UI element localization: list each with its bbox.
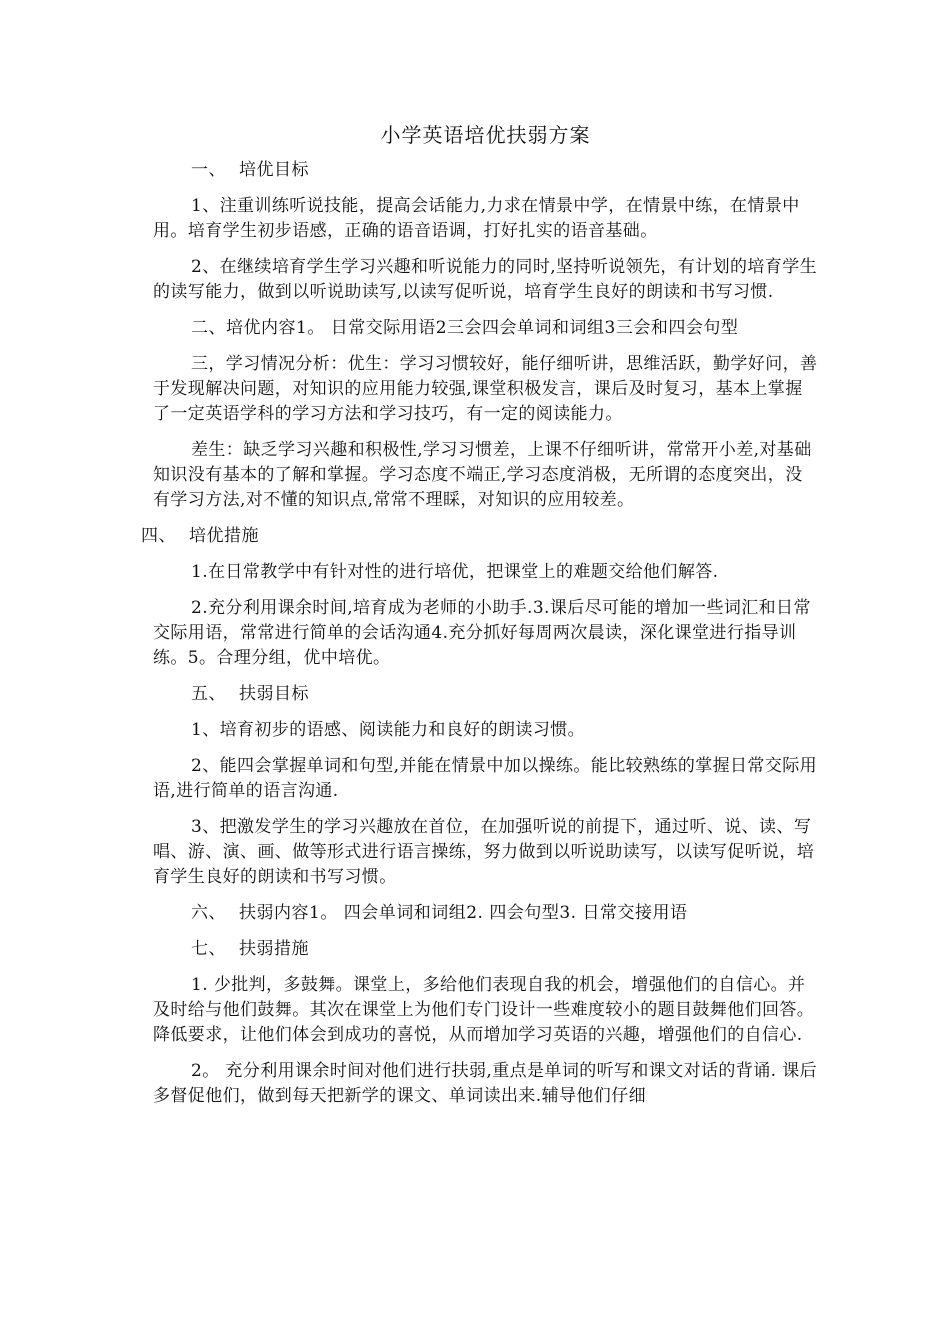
section-number: 七、 — [191, 939, 226, 959]
paragraph: 1.在日常教学中有针对性的进行培优，把课堂上的难题交给他们解答. — [191, 562, 719, 582]
section-heading-5 — [153, 682, 818, 707]
section-number: 一、 — [191, 160, 226, 180]
section-heading-7 — [153, 937, 818, 962]
section-heading-text: 培优目标 — [239, 160, 309, 180]
paragraph: 1、注重训练听说技能，提高会话能力,力求在情景中学，在情景中练，在情景中用。培育学生初步语感，正确的语音语调，打好扎实的语音基础。 — [153, 196, 800, 241]
paragraph: 2、在继续培育学生学习兴趣和听说能力的同时,坚持听说领先，有计划的培育学生的读写能力，做到以听说助读写,以读写促听说，培育学生良好的朗读和书写习惯. — [153, 257, 818, 302]
document-title: 小学英语培优扶弱方案 — [380, 123, 591, 147]
section-heading-text: 培优措施 — [189, 526, 259, 546]
section-heading-text: 扶弱内容1。 四会单词和词组2. 四会句型3. 日常交接用语 — [239, 903, 688, 923]
section-heading-text: 扶弱目标 — [239, 684, 309, 704]
section-heading-1 — [153, 158, 818, 183]
section-heading-6 — [153, 901, 818, 926]
paragraph: 2、能四会掌握单词和句型,并能在情景中加以操练。能比较熟练的掌握日常交际用语,进行简单的语言沟通. — [153, 756, 818, 801]
paragraph: 3、把激发学生的学习兴趣放在首位，在加强听说的前提下，通过听、说、读、写唱、游、演、画、做等形式进行语言操练，努力做到以听说助读写，以读写促听说，培育学生良好的朗读和书写习惯。 — [153, 817, 815, 887]
section-number: 五、 — [191, 684, 226, 704]
paragraph: 三，学习情况分析：优生：学习习惯较好，能仔细听讲，思维活跃，勤学好问，善于发现解决问题，对知识的应用能力较强,课堂积极发言，课后及时复习，基本上掌握了一定英语学科的学习方法和学习技巧，有一定的阅读能力。 — [153, 354, 818, 424]
section-number: 六、 — [191, 903, 226, 923]
document-body — [141, 121, 818, 1120]
paragraph: 2.充分利用课余时间,培育成为老师的小助手.3.课后尽可能的增加一些词汇和日常交际用语，常常进行简单的会话沟通4.充分抓好每周两次晨读，深化课堂进行指导训练。5。合理分组，优中培优。 — [153, 598, 811, 668]
section-heading-2: 二、培优内容1。 日常交际用语2三会四会单词和词组3三会和四会句型 — [191, 318, 739, 338]
section-heading-4 — [141, 524, 818, 549]
paragraph: 差生：缺乏学习兴趣和积极性,学习习惯差，上课不仔细听讲，常常开小差,对基础知识没有基本的了解和掌握。学习态度不端正,学习态度消极，无所谓的态度突出，没有学习方法,对不懂的知识点,常常不理睬，对知识的应用较差。 — [153, 440, 812, 510]
section-number: 四、 — [141, 526, 176, 546]
paragraph: 1. 少批判，多鼓舞。课堂上，多给他们表现自我的机会，增强他们的自信心。并及时给与他们鼓舞。其次在课堂上为他们专门设计一些难度较小的题目鼓舞他们回答。降低要求，让他们体会到成功的喜悦，从而增加学习英语的兴趣，增强他们的自信心. — [153, 975, 815, 1045]
paragraph: 2。 充分利用课余时间对他们进行扶弱,重点是单词的听写和课文对话的背诵. 课后多督促他们，做到每天把新学的课文、单词读出来.辅导他们仔细 — [153, 1061, 818, 1106]
section-heading-text: 扶弱措施 — [239, 939, 309, 959]
paragraph: 1、培育初步的语感、阅读能力和良好的朗读习惯。 — [191, 720, 586, 740]
